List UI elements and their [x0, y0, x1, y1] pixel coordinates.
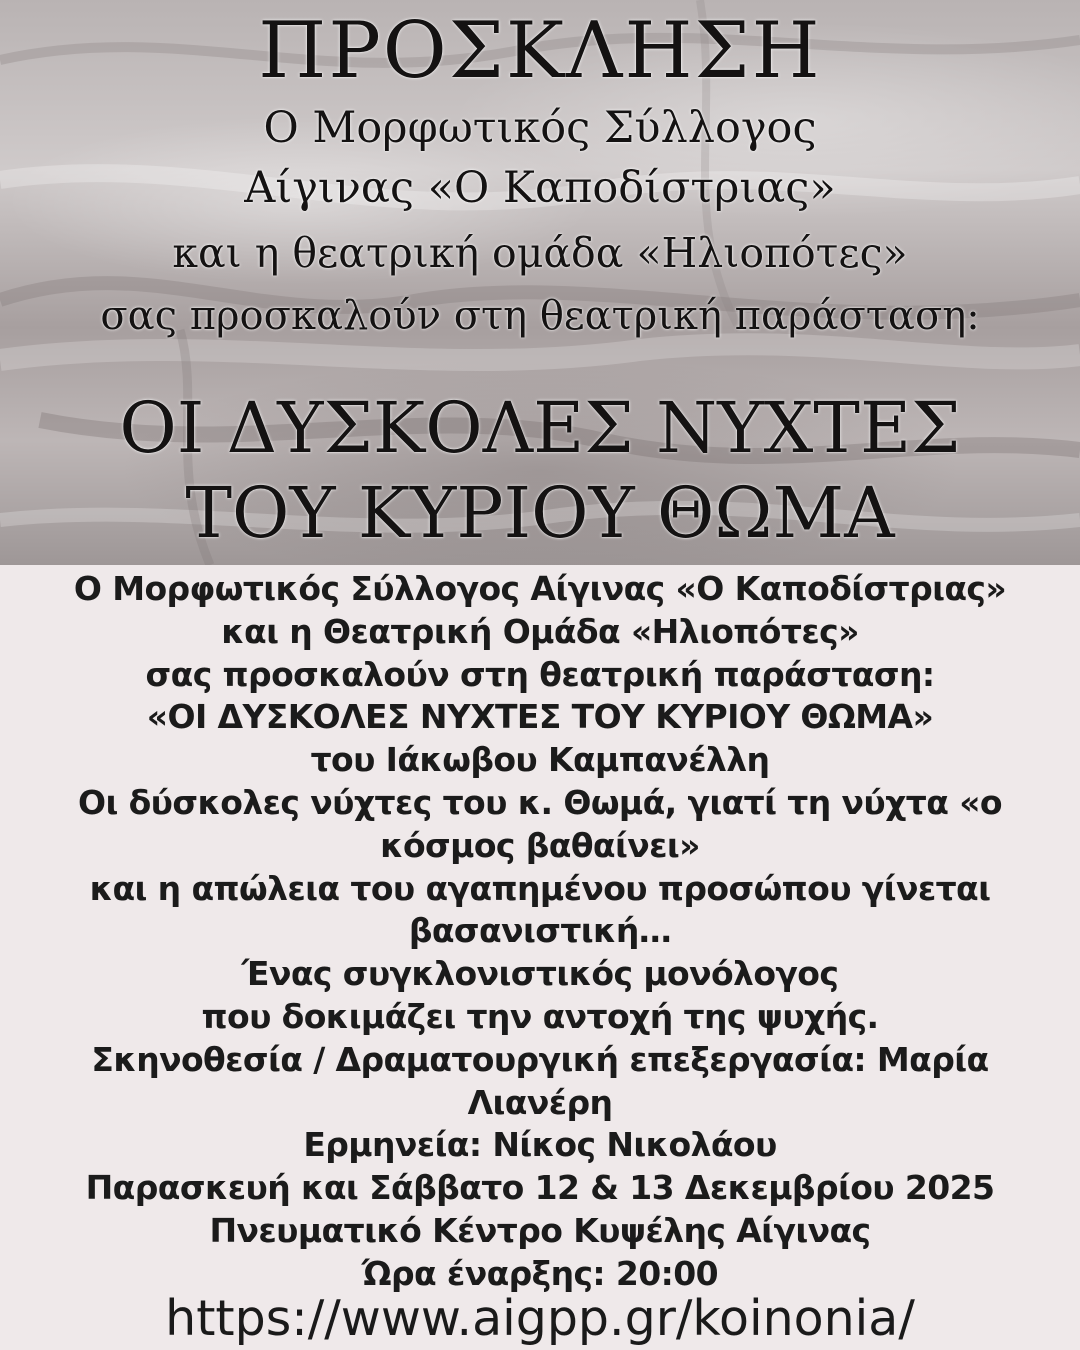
details-line: Λιανέρη [467, 1082, 613, 1122]
details-line: σας προσκαλούν στη θεατρική παράσταση: [145, 654, 935, 694]
banner-line-1: Ο Μορφωτικός Σύλλογος [263, 103, 817, 153]
details-line: Ο Μορφωτικός Σύλλογος Αίγινας «Ο Καποδίστριας» [73, 569, 1007, 608]
details-line: Σκηνοθεσία / Δραματουργική επεξεργασία: Μαρία [91, 1039, 989, 1079]
details-line: βασανιστική… [408, 911, 672, 951]
website-url: https://www.aigpp.gr/koinonia/ [165, 1290, 915, 1347]
details-line: που δοκιμάζει την αντοχή της ψυχής. [201, 996, 879, 1036]
details-line: Ένας συγκλονιστικός μονόλογος [241, 954, 839, 994]
details-line: «ΟΙ ΔΥΣΚΟΛΕΣ ΝΥΧΤΕΣ ΤΟΥ ΚΥΡΙΟΥ ΘΩΜΑ» [146, 697, 934, 737]
details-line: Οι δύσκολες νύχτες του κ. Θωμά, γιατί τη νύχτα «ο [77, 782, 1002, 822]
details-line: Πνευματικό Κέντρο Κυψέλης Αίγινας [209, 1210, 871, 1250]
banner-line-4: σας προσκαλούν στη θεατρική παράσταση: [100, 293, 980, 339]
details-line: Ερμηνεία: Νίκος Νικολάου [303, 1125, 777, 1165]
banner-line-2: Αίγινας «Ο Καποδίστριας» [244, 163, 836, 213]
banner-line-3: και η θεατρική ομάδα «Ηλιοπότες» [172, 229, 908, 277]
show-title-line-1: ΟΙ ΔΥΣΚΟΛΕΣ ΝΥΧΤΕΣ [119, 387, 961, 469]
invitation-title: ΠΡΟΣΚΛΗΣΗ [258, 6, 822, 96]
details-line: και η Θεατρική Ομάδα «Ηλιοπότες» [221, 611, 859, 651]
details-line: του Ιάκωβου Καμπανέλλη [310, 740, 770, 780]
show-title-line-2: ΤΟΥ ΚΥΡΙΟΥ ΘΩΜΑ [185, 472, 895, 554]
details-line: Ώρα έναρξης: 20:00 [362, 1253, 718, 1293]
details-line: κόσμος βαθαίνει» [380, 825, 700, 865]
event-details [0, 568, 1080, 1296]
details-line: Παρασκευή και Σάββατο 12 & 13 Δεκεμβρίου 2025 [85, 1168, 995, 1208]
details-line: και η απώλεια του αγαπημένου προσώπου γίνεται [89, 868, 991, 908]
header-banner [0, 0, 1080, 565]
